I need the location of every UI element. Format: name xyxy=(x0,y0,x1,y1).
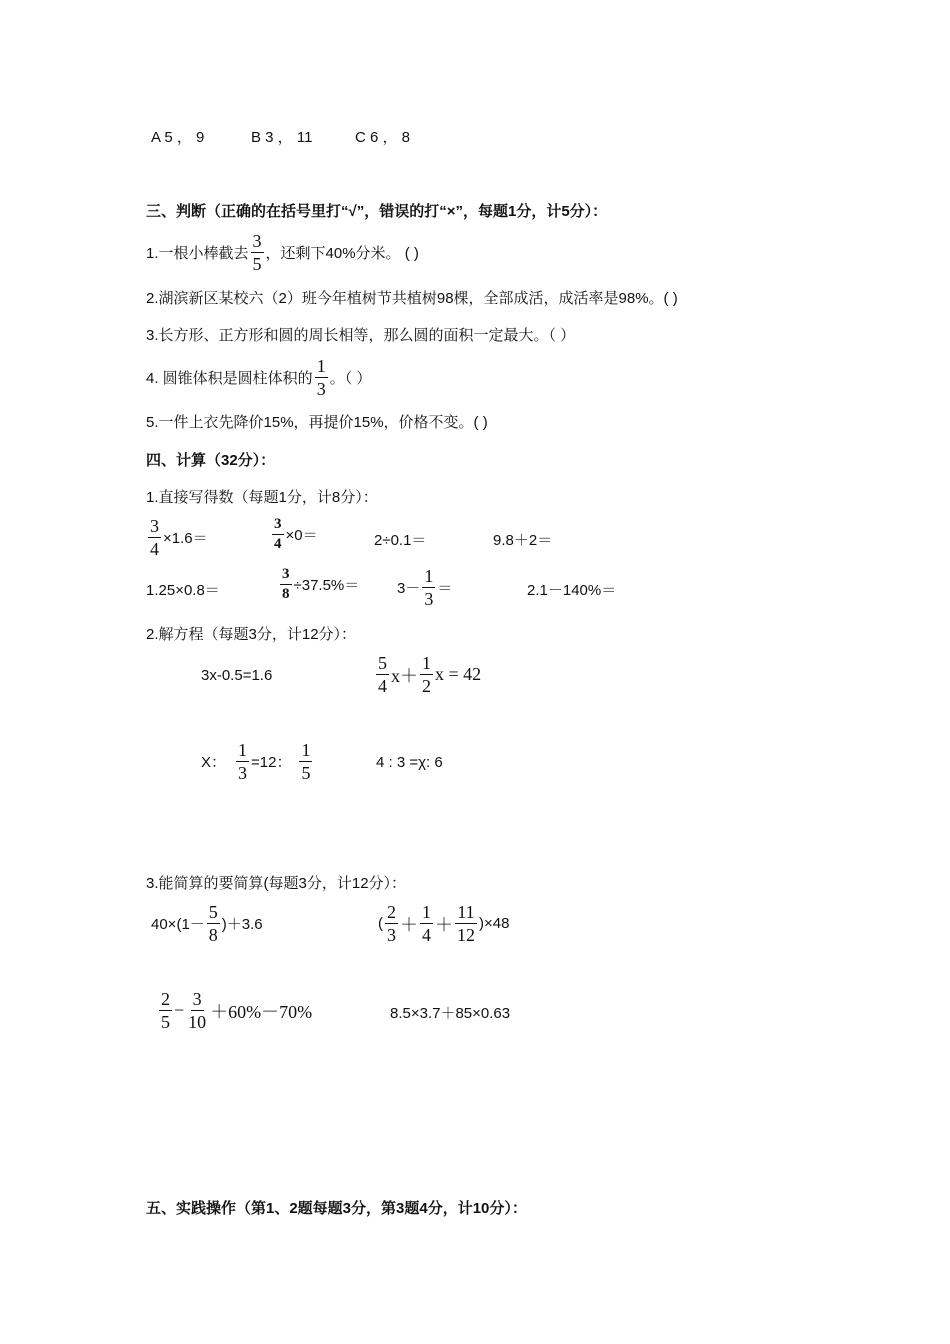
section3-title: 三、判断（正确的在括号里打“√”，错误的打“×”，每题1分，计5分）： xyxy=(146,203,608,220)
fraction-denominator: 3 xyxy=(316,379,326,399)
equation-text: x＋ xyxy=(391,665,418,686)
section5-title: 五、实践操作（第1、2题每题3分，第3题4分，计10分）： xyxy=(146,1200,527,1217)
choice-b: B 3 ， 11 xyxy=(251,129,313,146)
fraction-denominator: 12 xyxy=(457,925,475,945)
fraction-denominator: 10 xyxy=(188,1012,207,1032)
simplify-text: 40×(1－ xyxy=(151,916,205,933)
fraction-numerator: 1 xyxy=(301,740,311,760)
simplify-text: ( xyxy=(378,915,383,932)
fraction-denominator: 5 xyxy=(161,1012,170,1032)
calc-item: 1.25×0.8＝ xyxy=(146,582,220,599)
judge-q1-prefix: 1.一根小棒截去 xyxy=(146,245,249,262)
fraction-numerator: 3 xyxy=(192,989,202,1009)
fraction-numerator: 1 xyxy=(316,356,326,376)
fraction-denominator: 4 xyxy=(422,925,431,945)
plus-sign: ＋ xyxy=(400,914,418,935)
fraction xyxy=(315,357,328,398)
simplify-1 xyxy=(151,903,263,944)
simplify-3 xyxy=(157,990,312,1031)
simplify-text: )×48 xyxy=(479,915,510,932)
fraction-numerator: 3 xyxy=(252,231,262,251)
minus-sign: − xyxy=(174,1000,185,1020)
calc-expression: ÷37.5%＝ xyxy=(293,577,360,594)
fraction-numerator: 1 xyxy=(424,566,434,586)
calc-item: 2.1－140%＝ xyxy=(527,582,617,599)
simplify-text: )＋3.6 xyxy=(221,916,263,933)
fraction-denominator: 5 xyxy=(301,763,311,783)
fraction-numerator: 1 xyxy=(422,653,431,673)
fraction-denominator: 8 xyxy=(282,586,290,602)
simplify-text: ＋60%－70% xyxy=(210,1001,313,1022)
fraction-denominator: 8 xyxy=(208,925,218,945)
equation-2 xyxy=(374,654,481,695)
simplify-4: 8.5×3.7＋85×0.63 xyxy=(390,1005,511,1022)
fraction-numerator: 1 xyxy=(422,902,431,922)
fraction-numerator: 3 xyxy=(150,516,159,536)
judge-q1 xyxy=(146,232,419,273)
calc-expression: ×1.6＝ xyxy=(163,530,208,547)
fraction-denominator: 5 xyxy=(252,254,262,274)
calc-expression: ＝ xyxy=(437,580,453,597)
calc-item xyxy=(146,517,208,558)
fraction-denominator: 3 xyxy=(424,589,434,609)
equation-text: X： xyxy=(201,754,227,771)
judge-q4-prefix: 4. 圆锥体积是圆柱体积的 xyxy=(146,370,313,387)
fraction-numerator: 11 xyxy=(457,902,475,922)
fraction-numerator: 5 xyxy=(208,902,218,922)
fraction-denominator: 4 xyxy=(378,676,387,696)
fraction-denominator: 3 xyxy=(238,763,248,783)
judge-q2: 2.湖滨新区某校六（2）班今年植树节共植树98棵，全部成活，成活率是98%。( ) xyxy=(146,290,678,307)
calc-item: 9.8＋2＝ xyxy=(493,532,553,549)
section4-title: 四、计算（32分）： xyxy=(146,452,276,469)
equation-4: 4 : 3 =χ: 6 xyxy=(376,754,443,771)
equation-text: =12： xyxy=(251,754,292,771)
plus-sign: ＋ xyxy=(435,914,453,935)
fraction-denominator: 2 xyxy=(422,676,431,696)
calc-expression: 3－ xyxy=(397,580,421,597)
choice-a: A 5 ， 9 xyxy=(151,129,205,146)
fraction-numerator: 2 xyxy=(161,989,170,1009)
fraction-numerator: 3 xyxy=(272,517,284,535)
equation-1: 3x-0.5=1.6 xyxy=(201,667,273,684)
fraction-numerator: 2 xyxy=(387,902,396,922)
equation-text: x = 42 xyxy=(435,664,482,684)
part3-title: 3.能简算的要简算(每题3分，计12分）： xyxy=(146,875,407,892)
fraction-denominator: 3 xyxy=(387,925,396,945)
judge-q3: 3.长方形、正方形和圆的周长相等，那么圆的面积一定最大。（ ） xyxy=(146,327,576,344)
part2-title: 2.解方程（每题3分，计12分）： xyxy=(146,626,357,643)
fraction-denominator: 4 xyxy=(150,539,159,559)
fraction-denominator: 4 xyxy=(274,536,282,552)
calc-item: 2÷0.1＝ xyxy=(374,532,427,549)
calc-expression: ×0＝ xyxy=(285,527,318,544)
calc-item xyxy=(278,567,359,602)
fraction-numerator: 1 xyxy=(238,740,248,760)
choice-c: C 6 ， 8 xyxy=(355,129,411,146)
calc-item xyxy=(270,517,318,552)
fraction-numerator: 3 xyxy=(280,567,292,585)
fraction-numerator: 5 xyxy=(378,653,387,673)
part1-title: 1.直接写得数（每题1分，计8分）： xyxy=(146,489,378,506)
fraction xyxy=(251,232,264,273)
judge-q4 xyxy=(146,357,371,398)
judge-q4-suffix: 。（ ） xyxy=(329,370,372,387)
simplify-2 xyxy=(378,903,509,944)
judge-q5: 5.一件上衣先降价15%，再提价15%，价格不变。( ) xyxy=(146,414,488,431)
calc-item xyxy=(397,567,452,608)
judge-q1-suffix: ，还剩下40%分米。 ( ) xyxy=(265,245,419,262)
equation-3 xyxy=(201,741,314,782)
